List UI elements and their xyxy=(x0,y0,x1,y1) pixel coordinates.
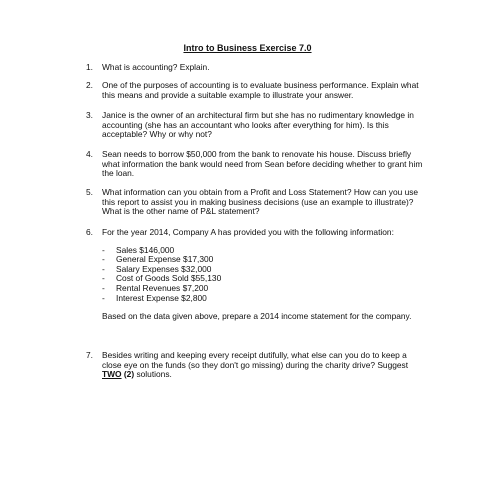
dash: - xyxy=(102,273,105,284)
question-7 xyxy=(86,351,426,380)
question-text: Janice is the owner of an architectural firm but she has no rudimentary knowledge in accounting (she has an accountant who looks after everything for him). Is this acceptable? Why or why not? xyxy=(102,110,414,140)
list-item: - General Expense $17,300 xyxy=(102,254,214,265)
dash: - xyxy=(102,263,105,274)
question-3 xyxy=(86,111,426,140)
question-instruction: Based on the data given above, prepare a 2014 income statement for the company. xyxy=(102,311,412,322)
question-2 xyxy=(86,81,426,100)
question-number: 4. xyxy=(86,149,93,159)
dash: - xyxy=(102,282,105,293)
list-item: - Salary Expenses $32,000 xyxy=(102,263,212,274)
question-text: For the year 2014, Company A has provided you with the following information: xyxy=(102,227,394,237)
question-1 xyxy=(86,63,426,73)
financial-data-list xyxy=(102,246,426,304)
list-item: - Rental Revenues $7,200 xyxy=(102,282,209,293)
question-text: Sean needs to borrow $50,000 from the bank to renovate his house. Discuss briefly what information the bank would need from Sean before deciding whether to grant him the loan. xyxy=(102,149,423,179)
list-item: - Cost of Goods Sold $55,130 xyxy=(102,273,222,284)
question-text: What is accounting? Explain. xyxy=(102,62,210,72)
question-number: 1. xyxy=(86,62,93,72)
question-number: 5. xyxy=(86,187,93,197)
emphasis-count: (2) xyxy=(123,369,135,380)
question-4 xyxy=(86,150,426,179)
question-number: 2. xyxy=(86,80,93,90)
dash: - xyxy=(102,254,105,265)
question-number: 6. xyxy=(86,227,93,237)
question-number: 3. xyxy=(86,110,93,120)
dash: - xyxy=(102,244,105,255)
page-title: Intro to Business Exercise 7.0 xyxy=(183,43,312,53)
question-text: What information can you obtain from a Profit and Loss Statement? How can you use this report to assist you in making business decisions (use an example to illustrate)? What is the other name of P&L statement? xyxy=(102,187,419,217)
dash: - xyxy=(102,292,105,303)
question-number: 7. xyxy=(86,350,93,360)
question-text: One of the purposes of accounting is to evaluate business performance. Explain what this means and provide a suitable example to illustrate your answer. xyxy=(102,80,419,100)
list-item: - Sales $146,000 xyxy=(102,244,175,255)
question-6 xyxy=(86,228,426,322)
list-item: - Interest Expense $2,800 xyxy=(102,292,207,303)
question-5 xyxy=(86,188,426,217)
emphasis-two: TWO xyxy=(102,369,122,380)
question-text: Besides writing and keeping every receipt dutifully, what else can you do to keep a close eye on the funds (so they don't go missing) during the charity drive? Suggest TWO (2) solutions. xyxy=(102,350,409,380)
